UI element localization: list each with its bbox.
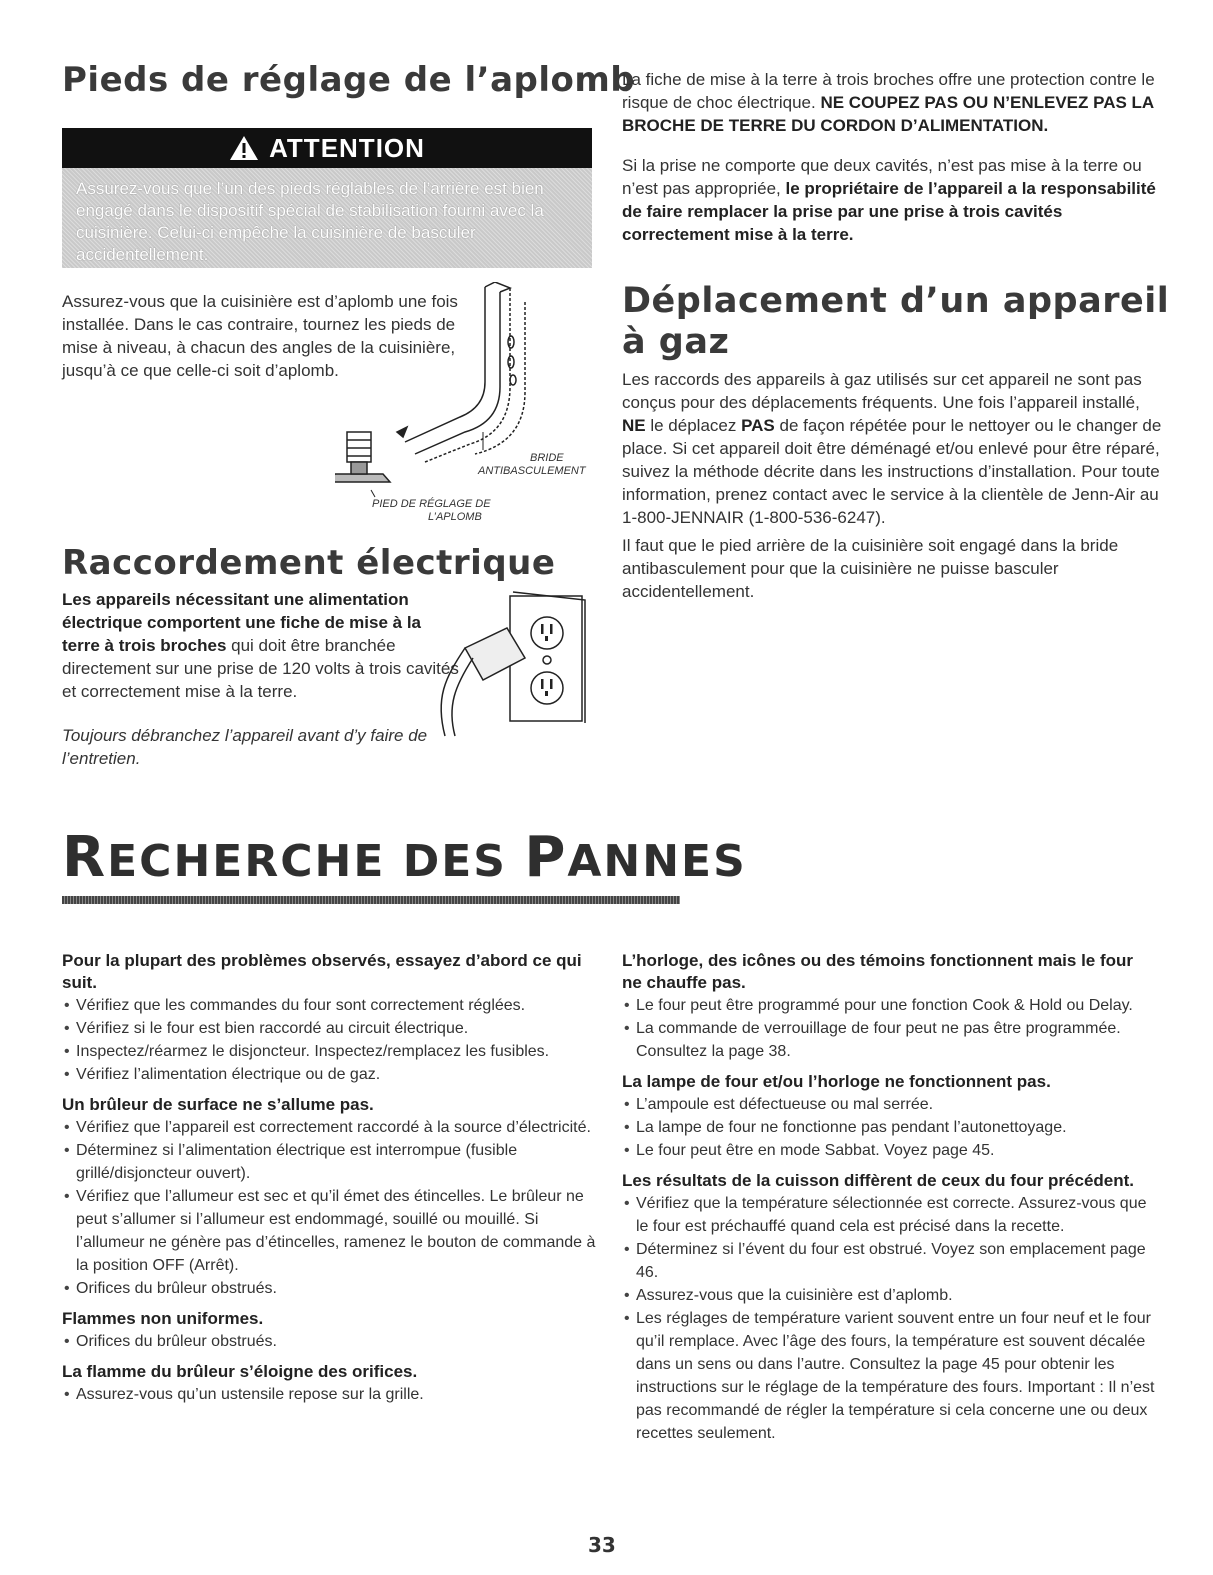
dep-text-1: Les raccords des appareils à gaz utilisés sur cet appareil ne sont pas conçus pour des déplacements fréquents. Une fois l’appareil installé, [622, 370, 1142, 412]
prise-text: Si la prise ne comporte que deux cavités, n’est pas mise à la terre ou n’est pas appropriée, [622, 156, 1142, 198]
fiche-paragraph [622, 68, 1162, 137]
prise-bold: le propriétaire de l’appareil a la responsabilité de faire remplacer la prise par une prise à trois cavités correctement mise à la terre. [622, 179, 1156, 244]
troubleshoot-list [62, 994, 602, 1086]
troubleshoot-right-column [622, 950, 1157, 1445]
raccordement-italic: Toujours débranchez l’appareil avant d’y faire de l’entretien. [62, 726, 428, 768]
troubleshoot-item: • Vérifiez que la température sélectionnée est correcte. Assurez-vous que le four est préchauffé quand cela est précisé dans la recette. [622, 1192, 1157, 1238]
deplacement-paragraph-2: Il faut que le pied arrière de la cuisinière soit engagé dans la bride antibasculement pour que la cuisinière ne puisse basculer accidentellement. [622, 536, 1119, 601]
troubleshoot-list [622, 1192, 1157, 1445]
troubleshoot-list [62, 1383, 602, 1406]
troubleshoot-item: • Orifices du brûleur obstrués. [62, 1330, 602, 1353]
section-title-rest2: ANNES [567, 836, 747, 887]
section-title-rest: ECHERCHE DES [107, 836, 525, 887]
troubleshoot-item: • Vérifiez que l’appareil est correctement raccordé à la source d’électricité. [62, 1116, 602, 1139]
troubleshoot-item: • Vérifiez si le four est bien raccordé au circuit électrique. [62, 1017, 602, 1040]
troubleshoot-item: • Déterminez si l’évent du four est obstrué. Voyez son emplacement page 46. [622, 1238, 1157, 1284]
troubleshoot-item: • La lampe de four ne fonctionne pas pendant l’autonettoyage. [622, 1116, 1157, 1139]
troubleshoot-item: • Assurez-vous qu’un ustensile repose sur la grille. [62, 1383, 602, 1406]
warning-label: ATTENTION [269, 132, 425, 163]
section-title-initial-p: P [524, 825, 568, 890]
troubleshoot-list [622, 994, 1157, 1063]
troubleshoot-item: • Les réglages de température varient souvent entre un four neuf et le four qu’il remplace. Avec l’âge des fours, la température est souvent décalée dans un sens ou dans l’autre. Consultez la page 45 pour obtenir les instructions sur le réglage de la température des fours. Important : Il n’est pas recommandé de régler la température si cela concerne une ou deux recettes seulement. [622, 1307, 1157, 1445]
leveling-leg-illustration [335, 282, 595, 522]
page-number: 33 [588, 1533, 616, 1557]
caption-bride-1: BRIDE [530, 452, 564, 464]
fiche-text: La fiche de mise à la terre à trois broches offre une protection contre le risque de choc électrique. [622, 70, 1155, 112]
troubleshoot-heading: L’horloge, des icônes ou des témoins fonctionnent mais le four ne chauffe pas. [622, 951, 1134, 992]
caption-pied-2: L’APLOMB [428, 511, 482, 523]
section-title-initial-r: R [62, 825, 108, 890]
troubleshoot-item: • Inspectez/réarmez le disjoncteur. Inspectez/remplacez les fusibles. [62, 1040, 602, 1063]
troubleshoot-item: • Déterminez si l’alimentation électrique est interrompue (fusible grillé/disjoncteur ouvert). [62, 1139, 602, 1185]
dep-text-3: de façon répétée pour le nettoyer ou le changer de place. Si cet appareil doit être déménagé et/ou enlevé pour être réparé, suivez la méthode décrite dans les instructions d’installation. Pour toute information, prenez contact avec le service à la clientèle de Jenn-Air au 1-800-JENNAIR (1-800-536-6247). [622, 416, 1162, 527]
troubleshoot-left-column [62, 950, 602, 1406]
troubleshoot-item: • Assurez-vous que la cuisinière est d’aplomb. [622, 1284, 1157, 1307]
troubleshoot-item: • Le four peut être en mode Sabbat. Voyez page 45. [622, 1139, 1157, 1162]
dep-pas: PAS [741, 416, 775, 435]
warning-banner [62, 128, 592, 168]
section-rule [62, 896, 680, 904]
title-raccordement: Raccordement électrique [62, 543, 556, 583]
caption-pied-1: PIED DE RÉGLAGE DE [372, 498, 491, 510]
pieds-paragraph: Assurez-vous que la cuisinière est d’aplomb une fois installée. Dans le cas contraire, tournez les pieds de mise à niveau, à chacun des angles de la cuisinière, jusqu’à ce que celle-ci soit d’aplomb. [62, 292, 458, 380]
title-deplacement-1: Déplacement d’un appareil [622, 281, 1170, 321]
troubleshoot-heading: Les résultats de la cuisson diffèrent de ceux du four précédent. [622, 1171, 1135, 1190]
troubleshoot-heading: Pour la plupart des problèmes observés, essayez d’abord ce qui suit. [62, 951, 582, 992]
warning-triangle-icon [229, 135, 259, 161]
title-pieds: Pieds de réglage de l’aplomb [62, 60, 636, 100]
troubleshoot-heading: Un brûleur de surface ne s’allume pas. [62, 1095, 374, 1114]
troubleshoot-item: • La commande de verrouillage de four peut ne pas être programmée. Consultez la page 38. [622, 1017, 1157, 1063]
troubleshoot-item: • Vérifiez l’alimentation électrique ou de gaz. [62, 1063, 602, 1086]
section-title [62, 825, 747, 901]
troubleshoot-item: • L’ampoule est défectueuse ou mal serrée. [622, 1093, 1157, 1116]
dep-text-2: le déplacez [645, 416, 742, 435]
warning-box [62, 128, 592, 268]
raccordement-text: qui doit être branchée directement sur une prise de 120 volts à trois cavités et correctement mise à la terre. [62, 636, 459, 701]
outlet-plug-illustration [425, 588, 600, 738]
title-deplacement-2: à gaz [622, 322, 730, 362]
warning-text: Assurez-vous que l’un des pieds réglables de l’arrière est bien engagé dans le dispositif spécial de stabilisation fourni avec la cuisinière. Celui-ci empêche la cuisinière de basculer accidentellement. [76, 179, 544, 264]
troubleshoot-list [62, 1330, 602, 1353]
prise-paragraph [622, 154, 1162, 246]
troubleshoot-item: • Vérifiez que les commandes du four sont correctement réglées. [62, 994, 602, 1017]
troubleshoot-heading: Flammes non uniformes. [62, 1309, 264, 1328]
troubleshoot-list [62, 1116, 602, 1300]
troubleshoot-heading: La lampe de four et/ou l’horloge ne fonctionnent pas. [622, 1072, 1051, 1091]
troubleshoot-heading: La flamme du brûleur s’éloigne des orifices. [62, 1362, 418, 1381]
caption-bride-2: ANTIBASCULEMENT [478, 465, 586, 477]
troubleshoot-item: • Orifices du brûleur obstrués. [62, 1277, 602, 1300]
fiche-bold: NE COUPEZ PAS OU N’ENLEVEZ PAS LA BROCHE DE TERRE DU CORDON D’ALIMENTATION. [622, 93, 1154, 135]
troubleshoot-list [622, 1093, 1157, 1162]
raccordement-bold: Les appareils nécessitant une alimentation électrique comportent une fiche de mise à la terre à trois broches [62, 590, 421, 655]
dep-ne: NE [622, 416, 646, 435]
troubleshoot-item: • Vérifiez que l’allumeur est sec et qu’il émet des étincelles. Le brûleur ne peut s’allumer si l’allumeur est endommagé, souillé ou mouillé. Si l’allumeur ne génère pas d’étincelles, ramenez le bouton de commande à la position OFF (Arrêt). [62, 1185, 602, 1277]
deplacement-paragraph [622, 368, 1162, 529]
raccordement-paragraph [62, 588, 462, 703]
troubleshoot-item: • Le four peut être programmé pour une fonction Cook & Hold ou Delay. [622, 994, 1157, 1017]
